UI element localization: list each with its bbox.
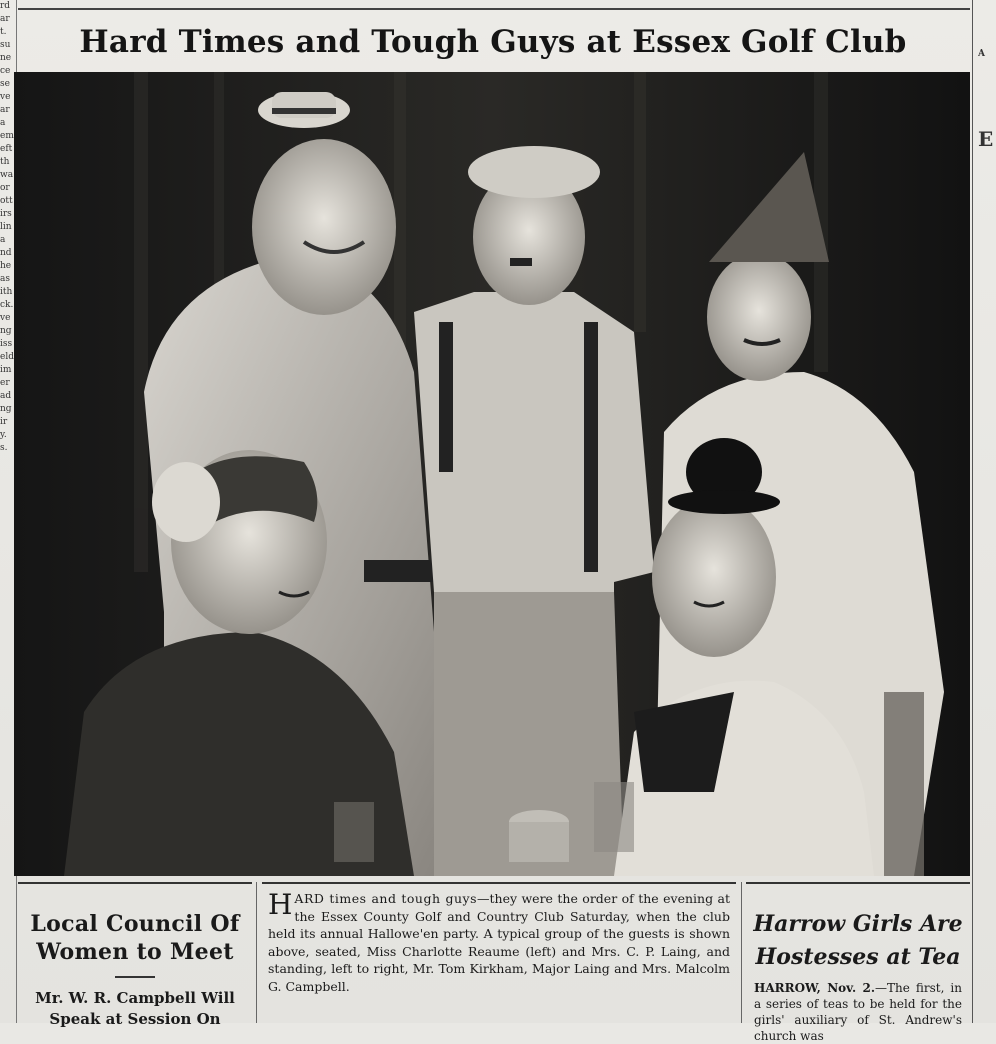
column-divider	[741, 882, 742, 1023]
right-fragment-big: E	[978, 127, 994, 151]
left-margin-fragment: wa	[0, 170, 14, 180]
right-fragment-top: A	[978, 49, 985, 59]
photograph	[14, 72, 970, 876]
article-body-text: —The first, in a series of teas to be held for the girls' auxiliary of St. Andrew's church was	[754, 981, 962, 1043]
caption-dropcap: H	[268, 888, 293, 921]
left-margin-fragment: ng	[0, 404, 12, 414]
left-margin-fragment: th	[0, 157, 10, 167]
article-headline-line2: Women to Meet	[36, 939, 234, 965]
left-margin-fragment: t.	[0, 27, 7, 37]
left-margin-fragment: su	[0, 40, 11, 50]
left-margin-fragment: y.	[0, 430, 7, 440]
photo-caption	[262, 882, 736, 1025]
left-margin-fragment: se	[0, 79, 10, 89]
caption-lead: ARD times and tough guys	[294, 891, 478, 906]
left-margin-fragment: s.	[0, 443, 8, 453]
left-margin-fragment: he	[0, 261, 12, 271]
left-margin-fragment: rd	[0, 1, 11, 11]
article-subhead: Mr. W. R. Campbell Will	[35, 989, 235, 1007]
left-margin-fragment: lin	[0, 222, 12, 232]
article-headline-line1: Harrow Girls Are	[753, 911, 963, 937]
article-local-council	[18, 882, 252, 1028]
article-harrow-girls	[746, 882, 970, 1043]
left-margin-fragment: em	[0, 131, 14, 141]
left-margin-fragment: ith	[0, 287, 13, 297]
caption-body: —they were the order of the evening at the Essex County Golf and Country Club Saturday, when the club held its annual Hallowe'en party. A typical group of the guests is shown above, seated, Miss Charlotte Reaume (left) and Mrs. C. P. Laing, and standing, left to right, Mr. Tom Kirkham, Major Laing and Mrs. Malcolm G. Campbell.	[268, 891, 730, 994]
column-divider	[256, 882, 257, 1023]
caption-text	[262, 890, 736, 995]
left-margin-fragment: ne	[0, 53, 12, 63]
top-rule	[18, 8, 970, 10]
headline: Hard Times and Tough Guys at Essex Golf Club	[79, 24, 907, 60]
left-margin-fragment: eld	[0, 352, 14, 362]
left-margin-fragment: ott	[0, 196, 13, 206]
chair	[884, 692, 924, 876]
left-margin-fragment: ve	[0, 92, 11, 102]
article-body	[746, 980, 970, 1044]
right-margin-fragments	[978, 0, 996, 1023]
article-headline-line2: Hostesses at Tea	[755, 944, 961, 970]
left-margin-fragment: or	[0, 183, 10, 193]
left-margin-fragment: im	[0, 365, 12, 375]
left-margin-fragment: er	[0, 378, 10, 388]
right-column-rule	[972, 0, 973, 1023]
left-margin-fragment: a	[0, 118, 6, 128]
left-margin-fragment: iss	[0, 339, 13, 349]
left-margin-fragment: irs	[0, 209, 12, 219]
left-margin-fragment: ar	[0, 14, 10, 24]
left-margin-fragment: ve	[0, 313, 11, 323]
left-margin-fragment: ar	[0, 105, 10, 115]
divider	[115, 976, 155, 978]
left-margin-fragment: nd	[0, 248, 12, 258]
left-margin-fragment: as	[0, 274, 10, 284]
left-margin-fragment: a	[0, 235, 6, 245]
article-headline-line1: Local Council Of	[30, 911, 240, 937]
left-margin-fragment: ng	[0, 326, 12, 336]
article-subhead-2: Speak at Session On	[49, 1010, 221, 1028]
article-dateline: HARROW, Nov. 2.	[754, 981, 876, 995]
left-margin-fragment: ck.	[0, 300, 14, 310]
left-margin-fragment: ce	[0, 66, 11, 76]
left-margin-fragment: eft	[0, 144, 13, 154]
left-margin-fragment: ad	[0, 391, 12, 401]
photo-illustration	[14, 72, 970, 876]
left-margin-fragment: ir	[0, 417, 8, 427]
